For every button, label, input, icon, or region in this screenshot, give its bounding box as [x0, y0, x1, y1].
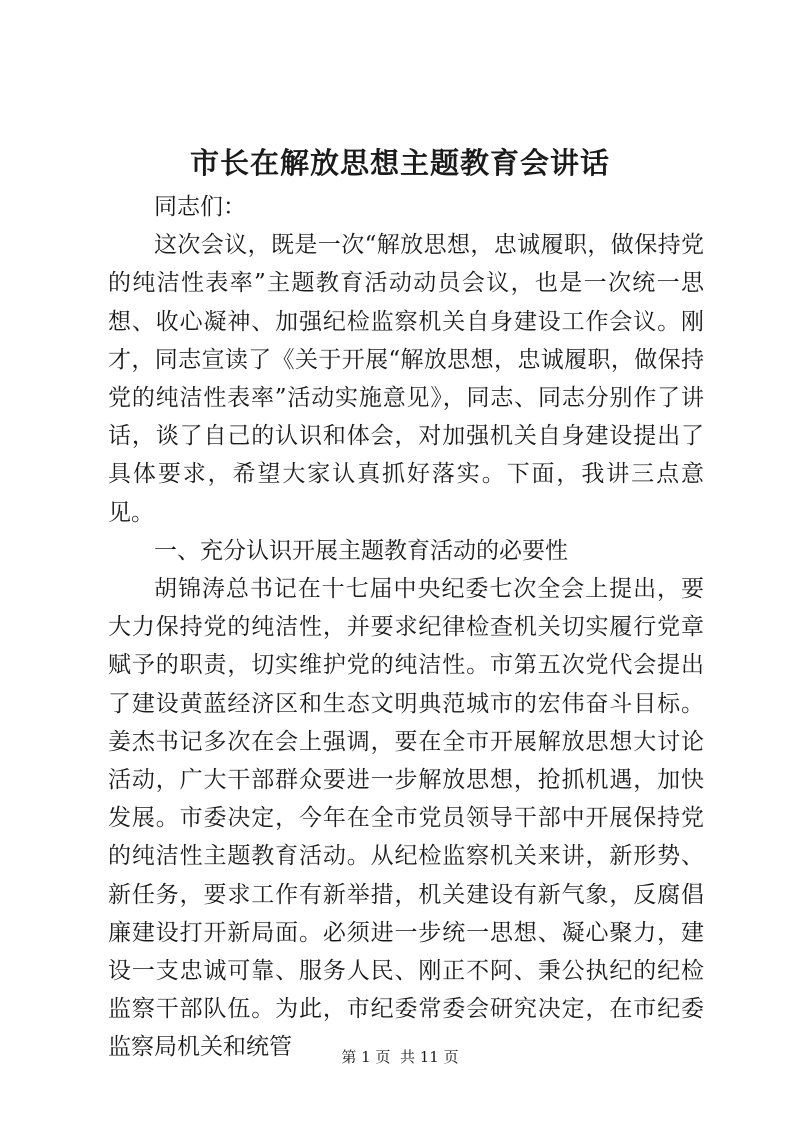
page-footer	[0, 1047, 800, 1067]
document-title: 市长在解放思想主题教育会讲话	[189, 146, 610, 180]
document-body	[108, 188, 704, 1067]
page-number-label: 第 1 页 共 11 页	[341, 1048, 459, 1066]
body-paragraph: 这次会议，既是一次“解放思想，忠诚履职，做保持党的纯洁性表率”主题教育活动动员会议，也是一次统一思想、收心凝神、加强纪检监察机关自身建设工作会议。刚才，同志宣读了《关于开展“解放思想，忠诚履职，做保持党的纯洁性表率”活动实施意见》，同志、同志分别作了讲话，谈了自己的认识和体会，对加强机关自身建设提出了具体要求，希望大家认真抓好落实。下面，我讲三点意见。	[108, 232, 704, 526]
salutation-paragraph: 同志们：	[154, 194, 246, 220]
section-heading: 一、充分认识开展主题教育活动的必要性	[154, 537, 568, 564]
body-paragraph: 胡锦涛总书记在十七届中央纪委七次全会上提出，要大力保持党的纯洁性，并要求纪律检查机关切实履行党章赋予的职责，切实维护党的纯洁性。市第五次党代会提出了建设黄蓝经济区和生态文明典范城市的宏伟奋斗目标。姜杰书记多次在会上强调，要在全市开展解放思想大讨论活动，广大干部群众要进一步解放思想，抢抓机遇，加快发展。市委决定，今年在全市党员领导干部中开展保持党的纯洁性主题教育活动。从纪检监察机关来讲，新形势、新任务，要求工作有新举措，机关建设有新气象，反腐倡廉建设打开新局面。必须进一步统一思想、凝心聚力，建设一支忠诚可靠、服务人民、刚正不阿、秉公执纪的纪检监察干部队伍。为此，市纪委常委会研究决定，在市纪委监察局机关和统管	[108, 576, 704, 1061]
